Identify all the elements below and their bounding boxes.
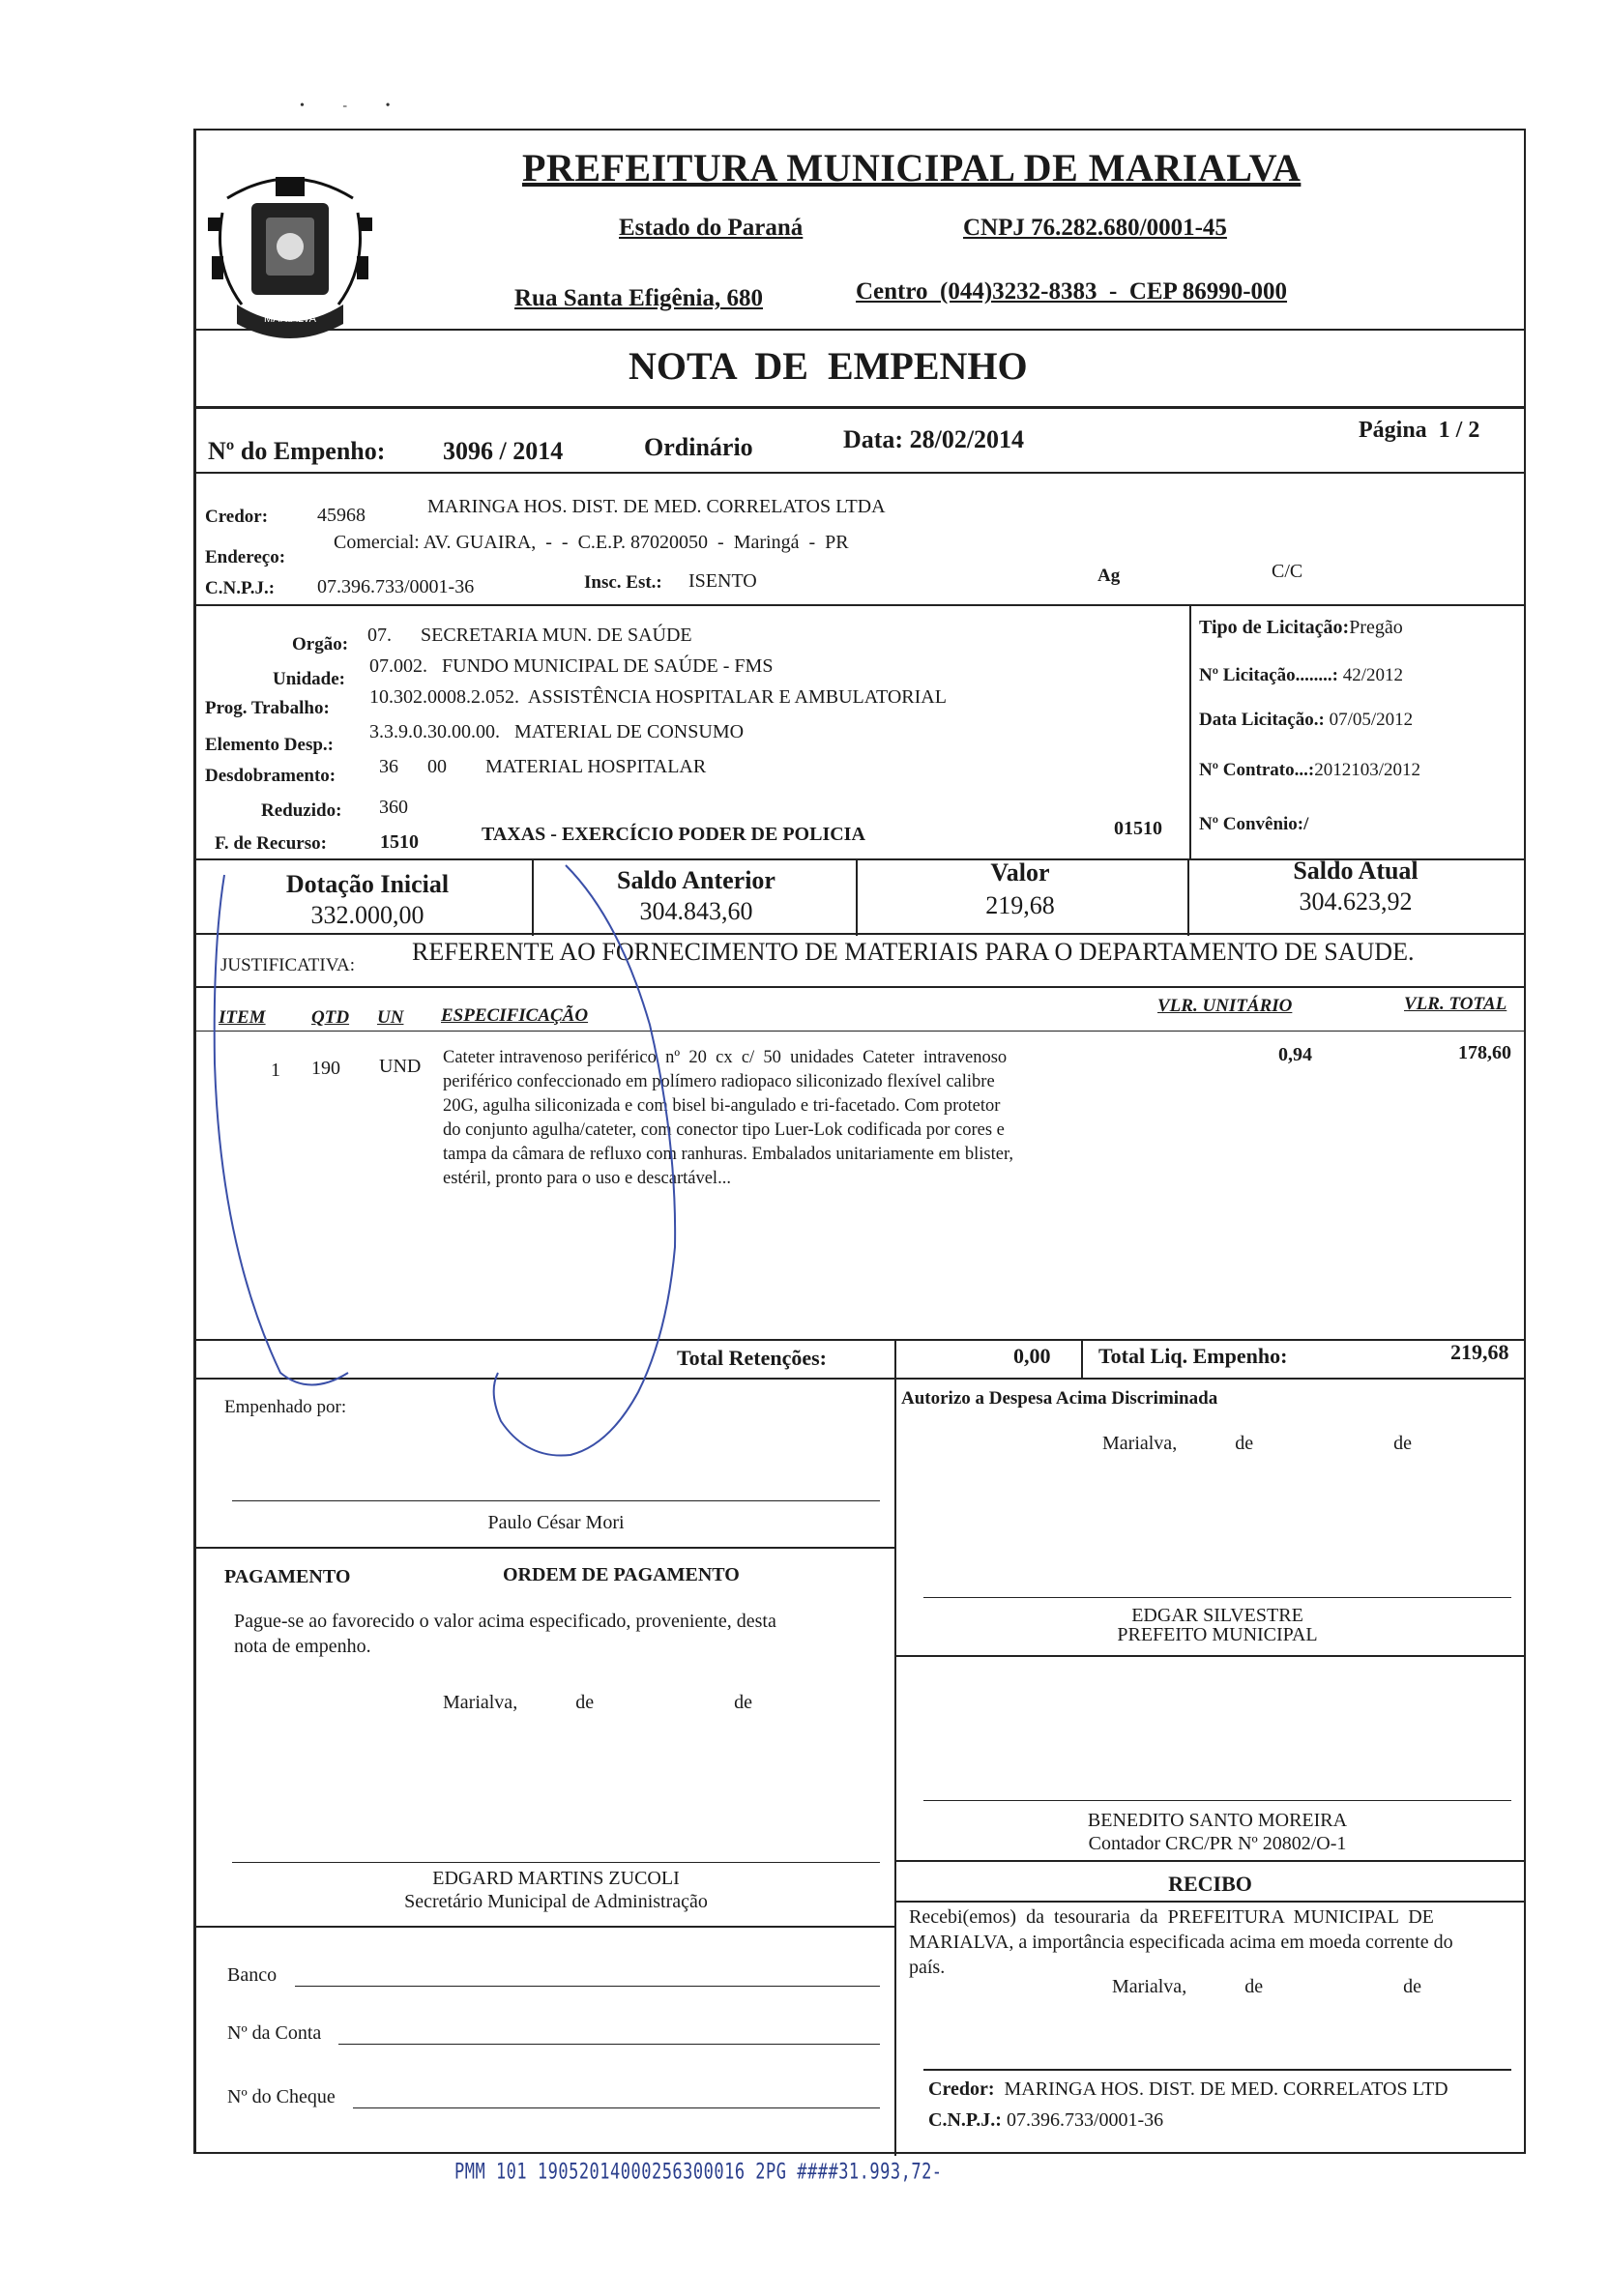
autorizo-data: Marialva, de de — [1102, 1433, 1412, 1454]
reduzido-label: Reduzido: — [261, 800, 342, 821]
numero-licitacao: Nº Licitação........: 42/2012 — [1199, 665, 1404, 685]
col-qtd: QTD — [311, 1007, 350, 1028]
document-title: NOTA DE EMPENHO — [629, 344, 1028, 388]
estado-label: Estado do Paraná — [619, 215, 804, 241]
dotacao-inicial-valor: 332.000,00 — [310, 901, 424, 929]
recibo-credor: Credor: MARINGA HOS. DIST. DE MED. CORRELATOS LTD — [928, 2078, 1448, 2100]
insc-label: Insc. Est.: — [584, 572, 662, 593]
prefeito-cargo: PREFEITO MUNICIPAL — [1117, 1624, 1318, 1645]
credor-nome: MARINGA HOS. DIST. DE MED. CORRELATOS LTDA — [427, 496, 886, 517]
pague-se-texto-2: nota de empenho. — [234, 1636, 371, 1657]
recibo-title: RECIBO — [1168, 1872, 1252, 1896]
cheque-label: Nº do Cheque — [227, 2086, 336, 2107]
ordem-pagamento-label: ORDEM DE PAGAMENTO — [503, 1564, 740, 1585]
saldo-anterior-label: Saldo Anterior — [617, 866, 775, 894]
credor-codigo: 45968 — [317, 505, 366, 526]
row-unitario: 0,94 — [1278, 1044, 1312, 1065]
row-qtd: 190 — [311, 1058, 340, 1079]
col-especificacao: ESPECIFICAÇÃO — [441, 1005, 589, 1026]
col-total: VLR. TOTAL — [1404, 994, 1507, 1014]
conta-label: Nº da Conta — [227, 2022, 322, 2044]
pagamento-data: Marialva, de de — [443, 1692, 752, 1713]
unidade-label: Unidade: — [273, 669, 345, 689]
row-item: 1 — [271, 1060, 280, 1081]
recibo-texto-3: país. — [909, 1957, 946, 1978]
prefeitura-title: PREFEITURA MUNICIPAL DE MARIALVA — [522, 146, 1302, 189]
contador-cargo: Contador CRC/PR Nº 20802/O-1 — [1088, 1833, 1347, 1854]
credor-label: Credor: — [205, 507, 269, 527]
banco-label: Banco — [227, 1964, 278, 1986]
recibo-cnpj: C.N.P.J.: 07.396.733/0001-36 — [928, 2109, 1164, 2131]
unidade-valor: 07.002. FUNDO MUNICIPAL DE SAÚDE - FMS — [369, 655, 774, 677]
numero-convenio: Nº Convênio:/ — [1199, 814, 1309, 834]
recurso-label: F. de Recurso: — [215, 833, 327, 854]
valor-valor: 219,68 — [985, 891, 1055, 919]
data-licitacao: Data Licitação.: 07/05/2012 — [1199, 710, 1414, 730]
endereco-prefeitura: Rua Santa Efigênia, 680 — [514, 285, 763, 311]
col-unitario: VLR. UNITÁRIO — [1157, 996, 1293, 1016]
ag-label: Ag — [1097, 566, 1121, 586]
empenhado-por-label: Empenhado por: — [224, 1397, 347, 1417]
numero-contrato: Nº Contrato...:2012103/2012 — [1199, 760, 1420, 780]
empenho-label: Nº do Empenho: — [208, 437, 386, 465]
credor-endereco: Comercial: AV. GUAIRA, - - C.E.P. 87020050 - Maringá - PR — [334, 532, 849, 553]
desdobramento-valor: 36 00 MATERIAL HOSPITALAR — [379, 756, 707, 777]
recurso-extra: 01510 — [1114, 818, 1162, 839]
recurso-codigo: 1510 — [380, 831, 419, 853]
empenho-tipo: Ordinário — [644, 433, 753, 461]
prog-valor: 10.302.0008.2.052. ASSISTÊNCIA HOSPITALAR E AMBULATORIAL — [369, 686, 947, 708]
credor-insc: ISENTO — [688, 570, 757, 592]
col-item: ITEM — [219, 1007, 266, 1028]
orgao-label: Orgão: — [292, 634, 349, 654]
retencoes-valor: 0,00 — [1013, 1344, 1051, 1368]
liquido-valor: 219,68 — [1450, 1340, 1509, 1364]
liquido-label: Total Liq. Empenho: — [1098, 1344, 1288, 1368]
scan-marks: • - • — [300, 99, 408, 113]
credor-cnpj: 07.396.733/0001-36 — [317, 576, 475, 597]
footer-code: PMM 101 19052014000256300016 2PG ####31.993,72- — [454, 2160, 943, 2185]
row-total: 178,60 — [1458, 1042, 1511, 1063]
cnpj-prefeitura: CNPJ 76.282.680/0001-45 — [963, 215, 1227, 241]
recibo-texto-2: MARIALVA, a importância especificada acima em moeda corrente do — [909, 1932, 1453, 1953]
row-un: UND — [379, 1056, 422, 1077]
col-un: UN — [377, 1007, 404, 1028]
desdobramento-label: Desdobramento: — [205, 766, 336, 786]
saldo-atual-valor: 304.623,92 — [1299, 887, 1413, 915]
autorizo-label: Autorizo a Despesa Acima Discriminada — [901, 1388, 1218, 1409]
secretario-cargo: Secretário Municipal de Administração — [404, 1891, 708, 1912]
tipo-licitacao-label: Tipo de Licitação:Pregão — [1199, 617, 1403, 638]
empenho-numero: 3096 / 2014 — [443, 437, 564, 465]
pague-se-texto: Pague-se ao favorecido o valor acima especificado, proveniente, desta — [234, 1611, 776, 1632]
reduzido-valor: 360 — [379, 797, 408, 818]
secretario-nome: EDGARD MARTINS ZUCOLI — [432, 1868, 680, 1889]
pagamento-label: PAGAMENTO — [224, 1566, 351, 1587]
justificativa-texto: REFERENTE AO FORNECIMENTO DE MATERIAIS PARA O DEPARTAMENTO DE SAUDE. — [412, 938, 1415, 966]
justificativa-label: JUSTIFICATIVA: — [220, 955, 356, 975]
coat-of-arms-logo — [198, 160, 382, 353]
empenhador-nome: Paulo César Mori — [487, 1512, 625, 1533]
recurso-nome: TAXAS - EXERCÍCIO PODER DE POLICIA — [482, 824, 865, 845]
contador-nome: BENEDITO SANTO MOREIRA — [1087, 1810, 1348, 1831]
contato-prefeitura: Centro (044)3232-8383 - CEP 86990-000 — [856, 278, 1288, 305]
row-especificacao: Cateter intravenoso periférico nº 20 cx c/ 50 unidades Cateter intravenoso periférico confeccionado em polímero radiopaco siliconizado flexível calibre 20G, agulha siliconizada e com bisel bi-angulado e tri-facetado. Com protetor do conjunto agulha/cateter, com conector tipo Luer-Lok codificada por cores e tampa da câmara de refluxo com ranhuras. Embalados unitariamente em blister, estéril, pronto para o uso e descartável... — [443, 1048, 1013, 1188]
elemento-label: Elemento Desp.: — [205, 735, 334, 755]
cc-label: C/C — [1272, 561, 1303, 582]
elemento-valor: 3.3.9.0.30.00.00. MATERIAL DE CONSUMO — [369, 721, 745, 742]
endereco-label: Endereço: — [205, 547, 286, 567]
dotacao-inicial-label: Dotação Inicial — [285, 870, 450, 898]
empenho-data: Data: 28/02/2014 — [843, 425, 1025, 453]
prefeito-nome: EDGAR SILVESTRE — [1131, 1605, 1303, 1626]
page-indicator: Página 1 / 2 — [1359, 418, 1480, 443]
retencoes-label: Total Retenções: — [677, 1346, 827, 1370]
svg-text:MARIALVA: MARIALVA — [264, 313, 316, 325]
recibo-texto-1: Recebi(emos) da tesouraria da PREFEITURA MUNICIPAL DE — [909, 1906, 1434, 1928]
saldo-atual-label: Saldo Atual — [1293, 857, 1419, 885]
orgao-valor: 07. SECRETARIA MUN. DE SAÚDE — [367, 625, 692, 646]
saldo-anterior-valor: 304.843,60 — [639, 897, 753, 925]
prog-label: Prog. Trabalho: — [205, 698, 330, 718]
valor-label: Valor — [990, 858, 1050, 886]
cnpj-label: C.N.P.J.: — [205, 578, 276, 598]
recibo-data: Marialva, de de — [1112, 1976, 1421, 1997]
